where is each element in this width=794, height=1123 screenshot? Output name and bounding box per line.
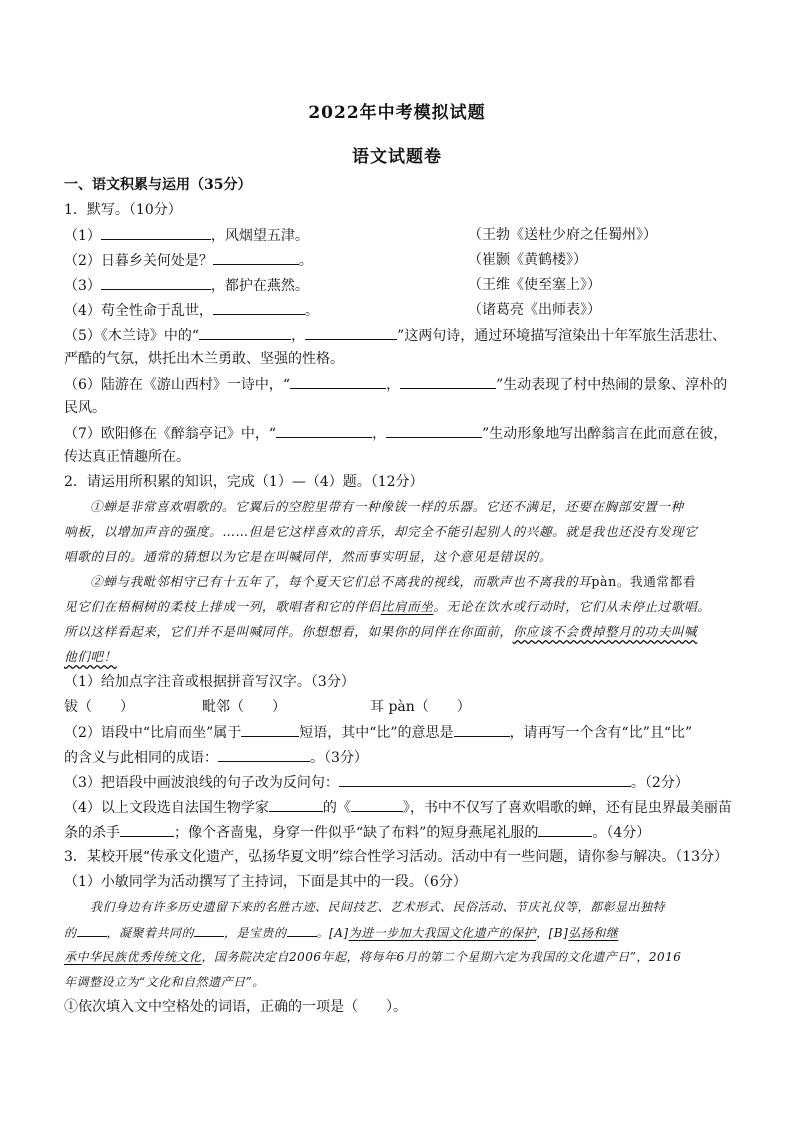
underlined-phrase: 承中华民族优秀传统文化 [64, 950, 202, 964]
passage-line: 唱歌的目的。通常的猜想以为它是在叫喊同伴，然而事实明显，这个意见是错误的。 [64, 549, 553, 564]
q1-item-2 [64, 250, 744, 271]
item-text: 。（4分） [592, 825, 651, 841]
item-text: （7）欧阳修在《醉翁亭记》中，“ [64, 426, 277, 442]
item-text: 的《 [322, 800, 351, 816]
item-end: 。 [298, 253, 313, 269]
item-text: ”生动表现了村中热闹的景象、淳朴的 [496, 377, 728, 393]
passage-text: 所以这样看起来，它们并不是叫喊同伴。你想想看，如果你的同伴在你面前， [64, 624, 513, 639]
item-text: ；像个吝啬鬼，身穿一件似乎“缺了布料”的短身燕尾礼服的 [174, 825, 539, 841]
q1-item-6-cont: 民风。 [64, 400, 106, 416]
pinyin-text: pàn。我通常都看 [591, 574, 697, 589]
item-text: ”生动形象地写出醉翁言在此而意在彼， [482, 426, 728, 442]
q1-item-6 [64, 374, 744, 395]
item-text: 的含义与此相同的成语： [64, 750, 218, 766]
answer-blank[interactable] [276, 423, 372, 438]
answer-slot[interactable]: 毗邻（ ） [202, 699, 286, 715]
passage-line: ①蝉是非常喜欢唱歌的。它翼后的空腔里带有一种像钹一样的乐器。它还不满足，还要在胸部安置一种 [90, 499, 684, 514]
item-text: ”这两句诗，通过环境描写渲染出十年军旅生活悲壮、 [397, 328, 727, 344]
passage-text: 。无论在饮水或行动时，它们从未停止过歌唱。 [433, 599, 711, 614]
passage-line: 年调整设立为“文化和自然遗产日”。 [64, 975, 265, 989]
passage-line: 我们身边有许多历史遗留下来的名胜古迹、民间技艺、艺术形式、民俗活动、节庆礼仪等，都彰显出独特 [90, 900, 666, 914]
item-number: （3） [64, 278, 101, 294]
passage-text: 。[A] [316, 926, 349, 940]
answer-blank[interactable] [120, 822, 174, 837]
item-text: 苟全性命于乱世， [100, 303, 213, 319]
item-number: （2） [64, 253, 101, 269]
q2-sub4-cont [64, 822, 744, 843]
passage-text: ，[B] [536, 926, 569, 940]
answer-blank[interactable] [339, 772, 631, 787]
answer-blank[interactable] [538, 822, 592, 837]
item-text: 条的杀手 [64, 825, 120, 841]
q1-item-5-cont: 严酷的气氛，烘托出木兰勇敢、坚强的性格。 [64, 351, 344, 367]
page-title: 2022年中考模拟试题 [308, 103, 486, 123]
answer-blank[interactable] [386, 423, 482, 438]
item-text: ，请再写一个含有“比”且“比” [509, 725, 693, 741]
q2-sub2 [64, 722, 744, 743]
passage-line [64, 622, 744, 642]
q2-heading: 2．请运用所积累的知识，完成（1）—（4）题。（12分） [64, 474, 424, 490]
q3-heading: 3．某校开展“传承文化遗产，弘扬华夏文明”综合性学习活动。活动中有一些问题，请你参与解决。（13分） [64, 849, 729, 865]
item-text: ，风烟望五津。 [210, 228, 309, 244]
item-source: （王维《使至塞上》） [468, 277, 601, 293]
answer-blank[interactable] [269, 797, 323, 812]
passage-text: ，凝聚着共同的 [106, 926, 195, 940]
q3-question: ①依次填入文中空格处的词语，正确的一项是（ ）。 [64, 999, 407, 1015]
passage-text: ，是宝贵的 [224, 926, 287, 940]
passage-line [64, 647, 744, 667]
answer-blank[interactable] [241, 722, 299, 737]
passage-line [64, 597, 744, 617]
answer-blank[interactable] [290, 374, 386, 389]
passage-text: ②蝉与我毗邻相守已有十五年了，每个夏天它们总不离我的视线，而歌声也不离我的耳 [90, 574, 592, 589]
item-source: （崔颢《黄鹤楼》） [468, 252, 587, 268]
answer-slot[interactable]: 钹（ ） [64, 699, 134, 715]
item-text: （2）语段中“比肩而坐”属于 [64, 725, 242, 741]
item-text: ， [291, 328, 306, 344]
q1-item-4 [64, 300, 744, 321]
underlined-phrase: 为进一步加大我国文化遗产的保护 [348, 926, 537, 940]
answer-blank[interactable] [287, 922, 317, 937]
item-text: 。（2分） [630, 775, 689, 791]
answer-blank[interactable] [101, 275, 211, 290]
answer-blank[interactable] [199, 325, 291, 340]
q2-sub3 [64, 772, 744, 793]
item-text: 短语，其中“比”的意思是 [299, 725, 454, 741]
item-text: （4）以上文段选自法国生物学家 [64, 800, 269, 816]
item-text: 》，书中不仅写了喜欢唱歌的蝉，还有昆虫界最美丽苗 [402, 800, 732, 816]
item-number: （4） [64, 303, 101, 319]
item-source: （诸葛亮《出师表》） [468, 302, 601, 318]
passage-text: ，国务院决定自2006年起，将每年6月的第二个星期六定为我国的文化遗产日”，2016 [201, 950, 682, 964]
item-text: （3）把语段中画波浪线的句子改为反问句： [64, 775, 339, 791]
underlined-phrase: 弘扬和继 [568, 926, 619, 940]
item-end: 。 [304, 303, 319, 319]
q1-heading: 1．默写。（10分） [64, 202, 182, 218]
answer-blank[interactable] [218, 747, 310, 762]
passage-line: 响板，以增加声音的强度。……但是它这样喜欢的音乐，却完全不能引起别人的兴趣。就是我也还没有发现它 [64, 524, 698, 539]
q2-sub4 [64, 797, 744, 818]
item-number: （1） [64, 228, 101, 244]
item-text: ，都护在燕然。 [210, 278, 309, 294]
section-heading: 一、语文积累与运用（35分） [64, 177, 252, 193]
q1-item-1 [64, 225, 744, 246]
q1-item-5 [64, 325, 744, 346]
passage-text: 的 [64, 926, 77, 940]
wavy-underlined-sentence: 他们吧！ [64, 649, 117, 664]
answer-blank[interactable] [101, 225, 211, 240]
q2-sub1-items [64, 697, 744, 717]
passage-line [90, 572, 744, 592]
underlined-phrase: 比肩而坐 [380, 599, 434, 614]
wavy-underlined-sentence: 你应该不会费掉整月的功夫叫喊 [512, 624, 698, 639]
passage-line [64, 922, 744, 943]
item-text: 日暮乡关何处是？ [100, 253, 213, 269]
q2-sub1: （1）给加点字注音或根据拼音写汉字。（3分） [64, 674, 355, 690]
q1-item-7 [64, 423, 744, 444]
item-text: 。（3分） [310, 750, 368, 766]
item-text: （5）《木兰诗》中的“ [64, 328, 200, 344]
passage-text: 见它们在梧桐树的柔枝上排成一列，歌唱者和它的伴侣 [64, 599, 381, 614]
q2-sub2-cont [64, 747, 744, 768]
answer-blank[interactable] [77, 922, 107, 937]
answer-blank[interactable] [351, 797, 403, 812]
answer-blank[interactable] [454, 722, 510, 737]
item-source: （王勃《送杜少府之任蜀州》） [468, 227, 657, 243]
q3-sub1: （1）小敏同学为活动撰写了主持词，下面是其中的一段。（6分） [64, 874, 467, 890]
item-text: ， [386, 377, 401, 393]
answer-blank[interactable] [213, 300, 305, 315]
answer-blank[interactable] [305, 325, 397, 340]
answer-blank[interactable] [213, 250, 299, 265]
answer-slot[interactable]: 耳 pàn（ ） [370, 699, 471, 715]
answer-blank[interactable] [194, 922, 224, 937]
q1-item-7-cont: 传达真正情趣所在。 [64, 449, 190, 465]
item-text: ， [372, 426, 387, 442]
page-subtitle: 语文试题卷 [352, 147, 442, 167]
q1-item-3 [64, 275, 744, 296]
item-text: （6）陆游在《游山西村》一诗中，“ [64, 377, 291, 393]
answer-blank[interactable] [400, 374, 496, 389]
passage-line [64, 947, 744, 967]
